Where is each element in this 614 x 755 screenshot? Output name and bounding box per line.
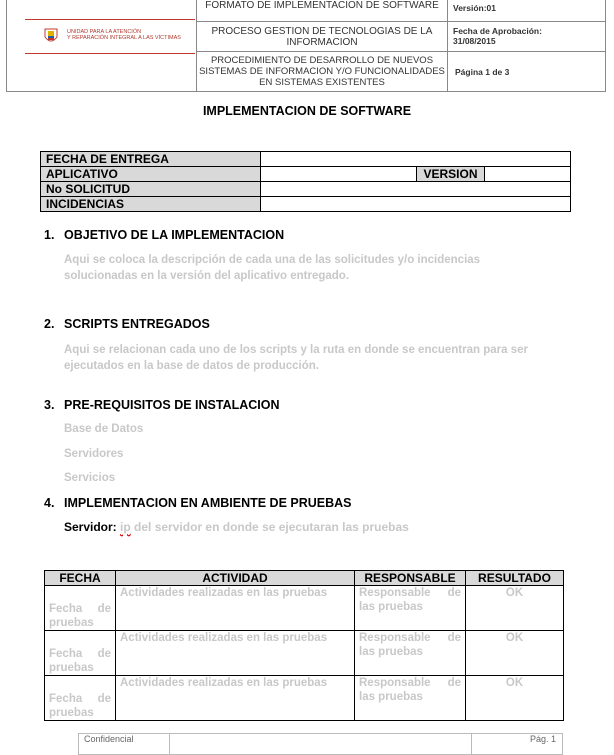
version-label: VERSION bbox=[417, 167, 485, 182]
results-table bbox=[44, 570, 564, 721]
section-1-body: Aqui se coloca la descripción de cada una de las solicitudes y/o incidencias solucionadas en la versión del aplicativo entregado. bbox=[64, 254, 481, 282]
footer-page: Pág. 1 bbox=[529, 734, 556, 744]
fecha-entrega-label: FECHA DE ENTREGA bbox=[41, 152, 261, 167]
section-2-body: Aqui se relacionan cada uno de los scripts y la ruta en donde se encuentran para ser ejecutados en la base de datos de producción. bbox=[64, 344, 528, 372]
prereq-item: Base de Datos bbox=[64, 423, 144, 435]
server-line bbox=[64, 519, 409, 535]
version-value bbox=[485, 167, 571, 182]
procedure-name: PROCEDIMIENTO DE DESARROLLO DE NUEVOS SISTEMAS DE INFORMACION Y/O FUNCIONALIDADES EN SISTEMAS EXISTENTES bbox=[199, 54, 445, 88]
aplicativo-value bbox=[261, 167, 417, 182]
footer-confidential: Confidencial bbox=[84, 734, 134, 744]
seal-icon bbox=[43, 27, 59, 45]
prereq-item: Servidores bbox=[64, 448, 124, 460]
page-title: IMPLEMENTACION DE SOFTWARE bbox=[202, 104, 412, 118]
approval-date: 31/08/2015 bbox=[453, 36, 496, 46]
row-resultado: OK bbox=[466, 631, 564, 676]
row-resultado: OK bbox=[466, 676, 564, 721]
no-solicitud-value bbox=[261, 182, 571, 197]
server-label: Servidor: bbox=[64, 520, 117, 534]
row-actividad: Actividades realizadas en las pruebas bbox=[116, 586, 355, 631]
logo-line-2: Y REPARACIÓN INTEGRAL A LAS VÍCTIMAS bbox=[67, 35, 181, 41]
page-footer bbox=[78, 733, 563, 755]
aplicativo-label: APLICATIVO bbox=[41, 167, 261, 182]
server-ip: ip bbox=[120, 520, 131, 534]
row-actividad: Actividades realizadas en las pruebas bbox=[116, 631, 355, 676]
document-header bbox=[6, 0, 606, 92]
info-table bbox=[40, 151, 571, 212]
col-fecha: FECHA bbox=[45, 571, 116, 586]
server-text: del servidor en donde se ejecutaran las pruebas bbox=[130, 520, 409, 534]
prereq-item: Servicios bbox=[64, 472, 116, 484]
table-row bbox=[45, 631, 564, 676]
table-row bbox=[45, 586, 564, 631]
incidencias-label: INCIDENCIAS bbox=[41, 197, 261, 212]
process-name: PROCESO GESTION DE TECNOLOGIAS DE LA INFORMACION bbox=[211, 25, 433, 48]
logo-line-1: UNIDAD PARA LA ATENCIÓN bbox=[67, 29, 142, 35]
row-fecha: Fecha de pruebas bbox=[49, 693, 111, 719]
version-label: Versión:01 bbox=[453, 3, 496, 13]
fecha-entrega-value bbox=[261, 152, 571, 167]
logo bbox=[17, 15, 192, 59]
col-actividad: ACTIVIDAD bbox=[116, 571, 355, 586]
section-4-heading: 4. IMPLEMENTACION EN AMBIENTE DE PRUEBAS bbox=[44, 496, 352, 510]
row-responsable: Responsable de las pruebas bbox=[355, 676, 466, 721]
section-2-heading: 2. SCRIPTS ENTREGADOS bbox=[44, 317, 210, 331]
incidencias-value bbox=[261, 197, 571, 212]
approval-label: Fecha de Aprobación: bbox=[453, 26, 542, 36]
col-responsable: RESPONSABLE bbox=[355, 571, 466, 586]
col-resultado: RESULTADO bbox=[466, 571, 564, 586]
row-responsable: Responsable de las pruebas bbox=[355, 586, 466, 631]
page-number: Página 1 de 3 bbox=[455, 67, 510, 77]
row-fecha: Fecha de pruebas bbox=[49, 648, 111, 674]
row-resultado: OK bbox=[466, 586, 564, 631]
row-fecha: Fecha de pruebas bbox=[49, 603, 111, 629]
no-solicitud-label: No SOLICITUD bbox=[41, 182, 261, 197]
table-row bbox=[45, 676, 564, 721]
row-responsable: Responsable de las pruebas bbox=[355, 631, 466, 676]
section-3-heading: 3. PRE-REQUISITOS DE INSTALACION bbox=[44, 398, 280, 412]
row-actividad: Actividades realizadas en las pruebas bbox=[116, 676, 355, 721]
document-format-title: FORMATO DE IMPLEMENTACION DE SOFTWARE bbox=[205, 0, 439, 11]
section-1-heading: 1. OBJETIVO DE LA IMPLEMENTACION bbox=[44, 228, 285, 242]
